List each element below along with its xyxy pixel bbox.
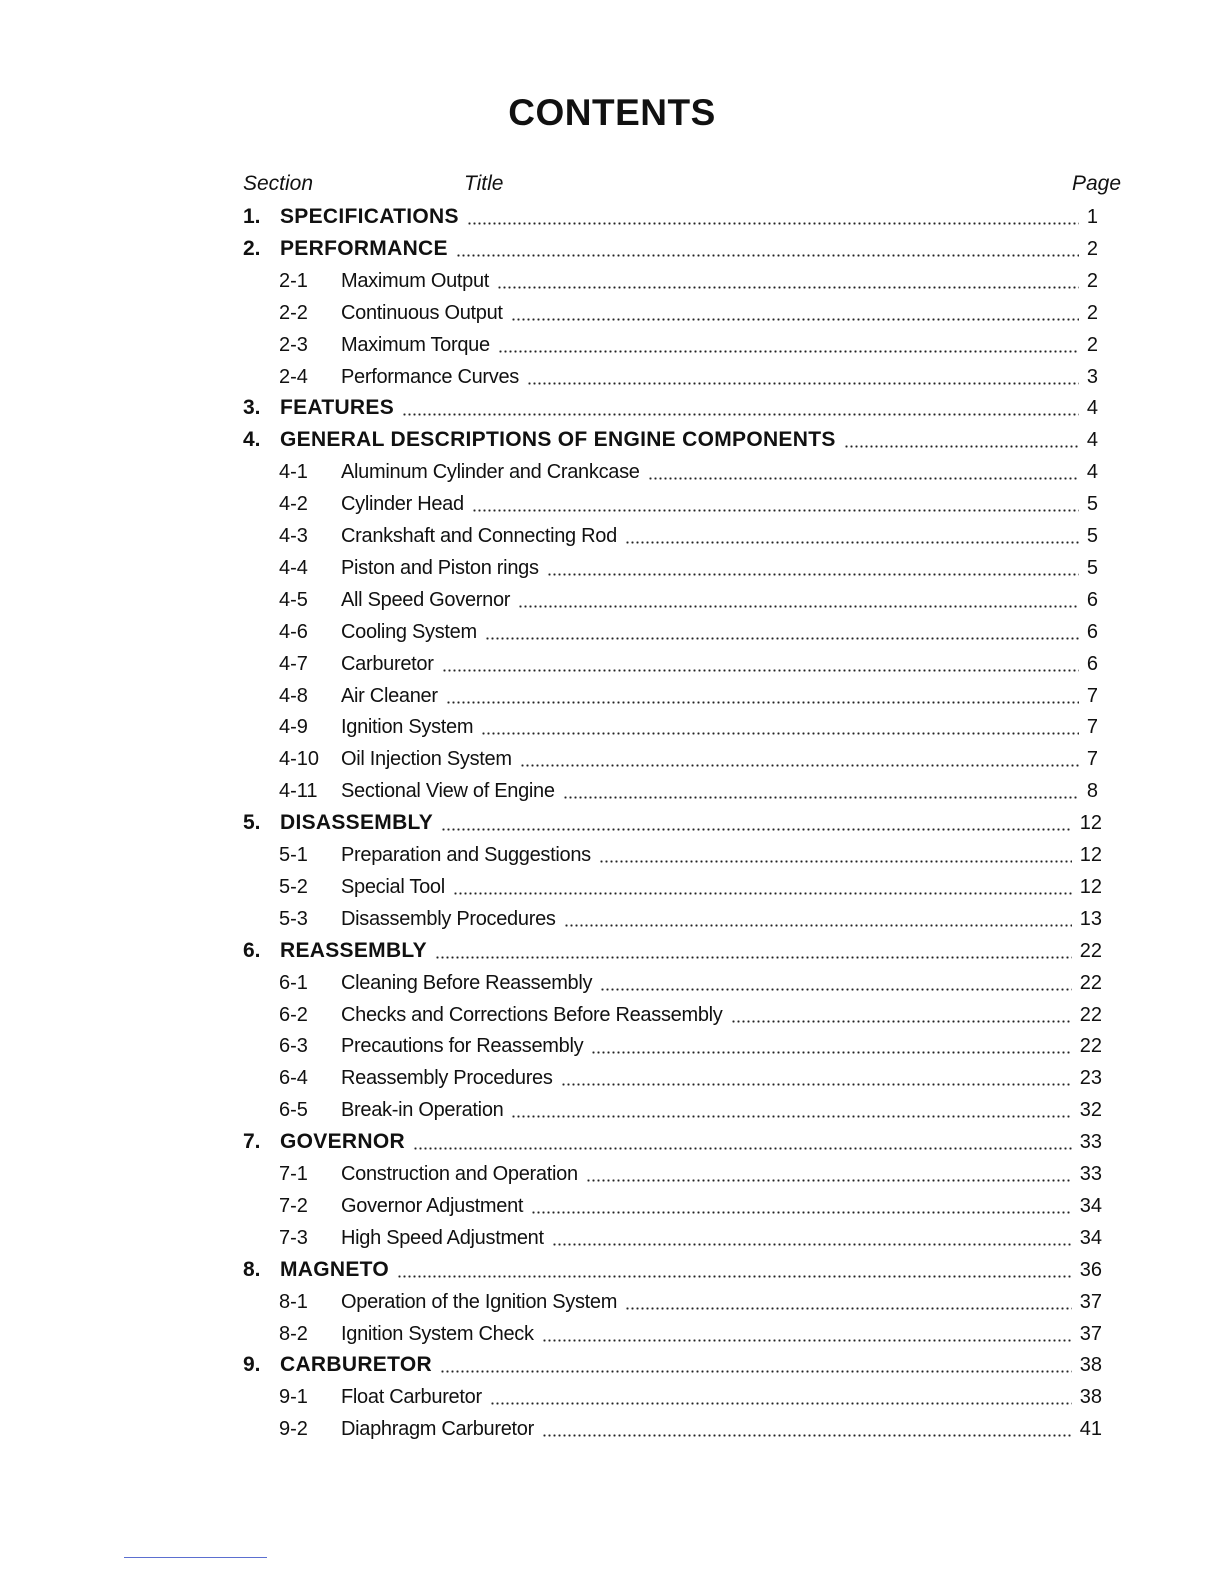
toc-entry-page: 36	[1079, 1258, 1102, 1281]
toc-entry[interactable]	[0, 234, 1224, 266]
dot-leader	[561, 1083, 1072, 1086]
toc-entry[interactable]	[0, 1223, 1224, 1255]
dot-leader	[402, 413, 1079, 416]
toc-entry-title: GOVERNOR	[280, 1130, 405, 1154]
toc-entry-title: FEATURES	[280, 396, 395, 420]
toc-entry-page: 22	[1079, 1003, 1102, 1026]
toc-entry-page: 22	[1079, 939, 1102, 962]
toc-entry-title: Ignition System Check	[341, 1322, 534, 1345]
toc-entry-title: MAGNETO	[280, 1257, 390, 1281]
dot-leader	[446, 701, 1079, 704]
toc-entry-page: 2	[1086, 301, 1098, 324]
toc-entry-title: Checks and Corrections Before Reassembly	[341, 1003, 723, 1026]
toc-entry-number: 2-1	[279, 269, 308, 292]
toc-entry-number: 1.	[243, 205, 261, 228]
toc-entry-page: 5	[1086, 525, 1098, 547]
toc-entry[interactable]	[0, 1031, 1224, 1063]
toc-entry-number: 4-1	[279, 461, 308, 484]
toc-entry-title: GENERAL DESCRIPTIONS OF ENGINE COMPONENTS	[280, 428, 836, 452]
toc-entry-page: 37	[1079, 1290, 1102, 1313]
toc-entry[interactable]	[0, 776, 1224, 808]
dot-leader	[599, 860, 1072, 863]
dot-leader	[413, 1147, 1072, 1150]
toc-entry-number: 8-1	[279, 1290, 308, 1313]
toc-entry-title: Disassembly Procedures	[341, 907, 556, 930]
toc-entry-number: 9-2	[279, 1418, 308, 1441]
dot-leader	[625, 541, 1079, 544]
toc-entry-number: 7-1	[279, 1163, 308, 1185]
toc-entry[interactable]	[0, 649, 1224, 681]
toc-entry-number: 6-3	[279, 1035, 308, 1058]
toc-entry-number: 6.	[243, 938, 261, 962]
dot-leader	[490, 1402, 1072, 1405]
toc-entry[interactable]	[0, 425, 1224, 457]
toc-entry-number: 9-1	[279, 1386, 308, 1409]
dot-leader	[397, 1275, 1072, 1278]
toc-entry-page: 3	[1086, 365, 1098, 388]
toc-entry[interactable]	[0, 617, 1224, 649]
toc-entry-number: 4-3	[279, 525, 308, 547]
dot-leader	[591, 1051, 1072, 1054]
toc-entry[interactable]	[0, 1127, 1224, 1159]
toc-entry[interactable]	[0, 1159, 1224, 1191]
dot-leader	[586, 1179, 1072, 1182]
dot-leader	[497, 286, 1079, 289]
toc-entry-number: 2-2	[279, 301, 308, 324]
toc-entry[interactable]	[0, 872, 1224, 904]
toc-entry-page: 6	[1086, 652, 1098, 675]
toc-entry-number: 7-2	[279, 1194, 308, 1217]
toc-entry-page: 38	[1079, 1386, 1102, 1409]
toc-entry-number: 4-6	[279, 620, 308, 643]
toc-entry-page: 33	[1079, 1131, 1102, 1154]
dot-leader	[564, 924, 1072, 927]
toc-entry-title: CARBURETOR	[280, 1353, 432, 1377]
toc-entry-title: Oil Injection System	[341, 748, 512, 771]
dot-leader	[511, 318, 1079, 321]
dot-leader	[511, 1115, 1072, 1118]
toc-entry-number: 2-4	[279, 365, 308, 388]
toc-entry-number: 5-2	[279, 875, 308, 898]
toc-entry-title: DISASSEMBLY	[280, 811, 434, 835]
toc-entry-page: 12	[1079, 844, 1102, 866]
toc-entry[interactable]	[0, 553, 1224, 585]
toc-entry-number: 4-2	[279, 493, 308, 516]
toc-entry-number: 4-7	[279, 652, 308, 675]
toc-entry-page: 22	[1079, 1035, 1102, 1058]
toc-entry-title: Preparation and Suggestions	[341, 844, 591, 866]
toc-entry-title: Crankshaft and Connecting Rod	[341, 525, 617, 547]
toc-entry-page: 5	[1086, 556, 1098, 579]
toc-entry-title: Performance Curves	[341, 365, 519, 388]
toc-entry-page: 13	[1079, 907, 1102, 930]
dot-leader	[552, 1243, 1072, 1246]
toc-entry[interactable]	[0, 1382, 1224, 1414]
dot-leader	[435, 956, 1072, 959]
title-column-header: Title	[464, 172, 504, 195]
toc-entry-title: REASSEMBLY	[280, 938, 427, 962]
dot-leader	[547, 573, 1079, 576]
toc-entry[interactable]	[0, 489, 1224, 521]
toc-entry-title: Air Cleaner	[341, 684, 438, 707]
dot-leader	[563, 796, 1079, 799]
dot-leader	[472, 509, 1079, 512]
toc-entry[interactable]	[0, 330, 1224, 362]
toc-entry[interactable]	[0, 968, 1224, 1000]
toc-entry-title: Ignition System	[341, 716, 474, 739]
toc-entry-page: 12	[1079, 875, 1102, 898]
toc-entry-title: Float Carburetor	[341, 1386, 482, 1409]
toc-entry-page: 4	[1086, 397, 1098, 420]
toc-entry[interactable]	[0, 1063, 1224, 1095]
toc-entry-title: Special Tool	[341, 875, 445, 898]
toc-entry[interactable]	[0, 840, 1224, 872]
page-title: CONTENTS	[508, 92, 716, 133]
toc-entry-title: Construction and Operation	[341, 1163, 578, 1185]
toc-entry-number: 8.	[243, 1257, 261, 1281]
dot-leader	[520, 764, 1079, 767]
toc-entry-page: 2	[1086, 269, 1098, 292]
toc-entry-title: Sectional View of Engine	[341, 780, 555, 803]
dot-leader	[481, 732, 1079, 735]
section-column-header: Section	[243, 172, 314, 195]
dot-leader	[531, 1211, 1072, 1214]
toc-entry-title: Break-in Operation	[341, 1099, 504, 1122]
toc-entry-page: 6	[1086, 588, 1098, 611]
toc-entry-title: Cleaning Before Reassembly	[341, 971, 593, 994]
toc-entry[interactable]	[0, 681, 1224, 713]
toc-entry-number: 7-3	[279, 1226, 308, 1249]
toc-entry-page: 7	[1086, 684, 1098, 707]
toc-entry-title: Cylinder Head	[341, 493, 464, 516]
toc-entry[interactable]	[0, 266, 1224, 298]
toc-entry-number: 4-4	[279, 556, 308, 579]
toc-entry-page: 22	[1079, 971, 1102, 994]
toc-entry-number: 5-3	[279, 907, 308, 930]
toc-entry-number: 6-4	[279, 1067, 308, 1090]
toc-entry-number: 7.	[243, 1130, 261, 1154]
toc-entry-page: 12	[1079, 812, 1102, 835]
toc-entry-number: 8-2	[279, 1322, 308, 1345]
toc-entry-title: Governor Adjustment	[341, 1194, 524, 1217]
toc-entry-number: 3.	[243, 396, 261, 420]
toc-entry-number: 2.	[243, 236, 261, 260]
dot-leader	[600, 988, 1072, 991]
dot-leader	[498, 350, 1079, 353]
toc-entry-number: 5.	[243, 811, 261, 835]
toc-entry-page: 7	[1086, 748, 1098, 771]
toc-entry-page: 5	[1086, 493, 1098, 516]
toc-entry-title: Cooling System	[341, 620, 477, 643]
toc-entry[interactable]	[0, 521, 1224, 553]
toc-entry[interactable]	[0, 393, 1224, 425]
dot-leader	[542, 1434, 1072, 1437]
toc-entry-page: 34	[1079, 1226, 1102, 1249]
toc-entry-page: 6	[1086, 620, 1098, 643]
dot-leader	[453, 892, 1072, 895]
toc-entry-title: High Speed Adjustment	[341, 1226, 544, 1249]
toc-entry[interactable]	[0, 744, 1224, 776]
toc-entry-page: 8	[1086, 780, 1098, 803]
toc-entry-number: 6-2	[279, 1003, 308, 1026]
toc-entry[interactable]	[0, 936, 1224, 968]
toc-entry-page: 41	[1079, 1418, 1102, 1441]
scan-edge-line	[124, 1557, 267, 1558]
toc-entry-number: 6-1	[279, 971, 308, 994]
toc-entry-number: 4-5	[279, 588, 308, 611]
toc-entry-number: 2-3	[279, 333, 308, 356]
toc-entry-title: Continuous Output	[341, 301, 503, 324]
toc-entry[interactable]	[0, 457, 1224, 489]
toc-entry-title: All Speed Governor	[341, 588, 511, 611]
toc-entry-page: 23	[1079, 1067, 1102, 1090]
toc-entry-title: Diaphragm Carburetor	[341, 1418, 534, 1441]
toc-entry-title: Maximum Output	[341, 269, 490, 292]
toc-entry-number: 9.	[243, 1353, 261, 1377]
toc-entry-number: 4-11	[279, 780, 318, 803]
toc-entry-page: 2	[1086, 333, 1098, 356]
toc-entry[interactable]	[0, 1350, 1224, 1382]
toc-entry-title: Precautions for Reassembly	[341, 1035, 584, 1058]
dot-leader	[648, 477, 1079, 480]
dot-leader	[731, 1020, 1072, 1023]
toc-entry[interactable]	[0, 712, 1224, 744]
toc-entry[interactable]	[0, 1255, 1224, 1287]
toc-entry-title: SPECIFICATIONS	[280, 205, 459, 228]
dot-leader	[467, 222, 1079, 225]
page-column-header: Page	[1071, 172, 1121, 195]
dot-leader	[625, 1307, 1072, 1310]
toc-entry-page: 34	[1079, 1194, 1102, 1217]
toc-entry-page: 32	[1079, 1099, 1102, 1122]
toc-entry[interactable]	[0, 1287, 1224, 1319]
dot-leader	[441, 828, 1072, 831]
dot-leader	[485, 637, 1079, 640]
toc-entry[interactable]	[0, 202, 1224, 234]
toc-entry-page: 7	[1086, 716, 1098, 739]
toc-entry[interactable]	[0, 298, 1224, 330]
toc-entry-number: 5-1	[279, 844, 308, 866]
toc-entry-page: 2	[1086, 237, 1098, 260]
toc-entry[interactable]	[0, 585, 1224, 617]
toc-entry[interactable]	[0, 904, 1224, 936]
toc-entry-page: 1	[1086, 206, 1098, 228]
toc-entry-number: 6-5	[279, 1099, 308, 1122]
toc-entry-title: Aluminum Cylinder and Crankcase	[341, 461, 640, 484]
toc-entry[interactable]	[0, 1319, 1224, 1351]
toc-entry-title: Carburetor	[341, 652, 434, 675]
dot-leader	[456, 254, 1079, 257]
toc-entry[interactable]	[0, 808, 1224, 840]
toc-entry[interactable]	[0, 362, 1224, 394]
toc-entry-number: 4-9	[279, 716, 308, 739]
dot-leader	[542, 1339, 1072, 1342]
toc-entry[interactable]	[0, 1000, 1224, 1032]
toc-entry-title: Operation of the Ignition System	[341, 1290, 618, 1313]
toc-entry-number: 4-10	[279, 748, 320, 771]
dot-leader	[442, 669, 1079, 672]
toc-entry[interactable]	[0, 1191, 1224, 1223]
toc-entry-number: 4.	[243, 428, 261, 452]
toc-entry-page: 33	[1079, 1163, 1102, 1185]
toc-entry-page: 4	[1086, 461, 1098, 484]
toc-entry-page: 37	[1079, 1322, 1102, 1345]
dot-leader	[527, 382, 1079, 385]
toc-entry-title: Maximum Torque	[341, 333, 490, 356]
toc-entry-page: 4	[1086, 429, 1098, 452]
dot-leader	[440, 1370, 1072, 1373]
toc-entry-number: 4-8	[279, 684, 308, 707]
toc-entry-title: Reassembly Procedures	[341, 1067, 553, 1090]
toc-entry-title: Piston and Piston rings	[341, 556, 539, 579]
toc-entry[interactable]	[0, 1414, 1224, 1446]
dot-leader	[844, 445, 1079, 448]
toc-entry[interactable]	[0, 1095, 1224, 1127]
dot-leader	[518, 605, 1079, 608]
toc-entry-title: PERFORMANCE	[280, 236, 448, 260]
toc-entry-page: 38	[1079, 1354, 1102, 1377]
